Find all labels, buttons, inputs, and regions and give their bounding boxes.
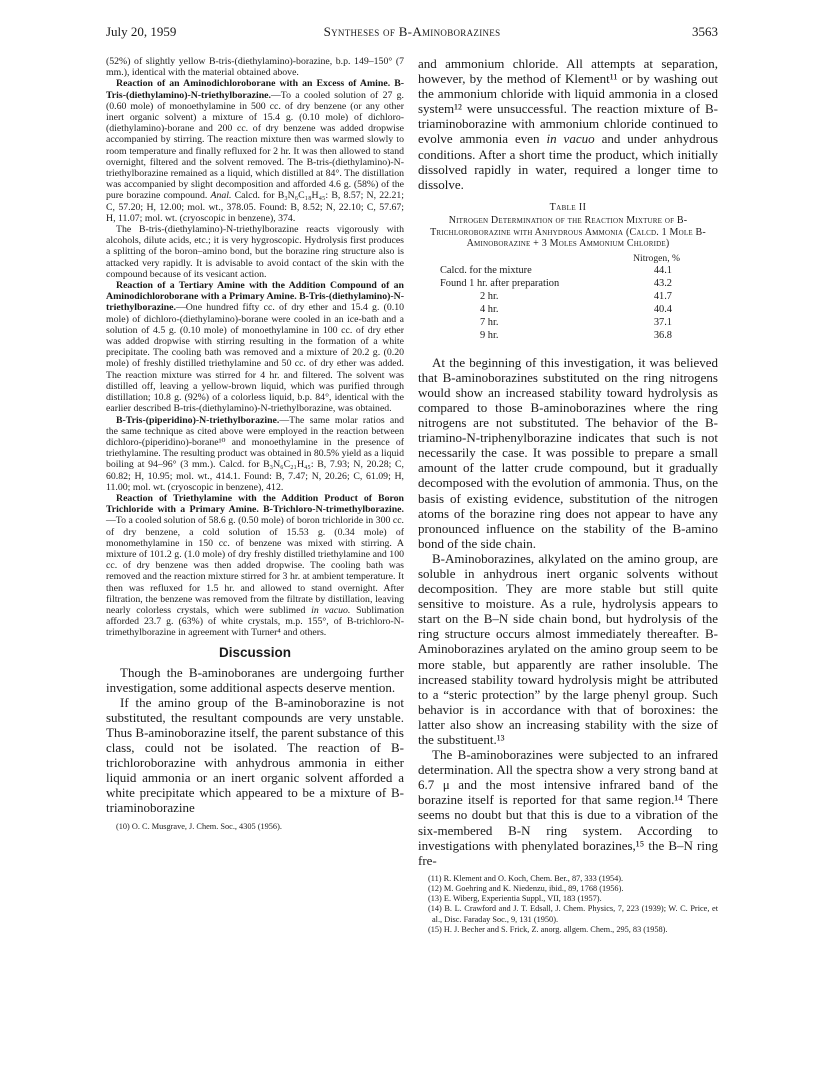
right-discussion-text [418, 355, 718, 868]
footnote-13: (13) E. Wiberg, Experientia Suppl., VII, 183 (1957). [428, 894, 602, 904]
table-cell-value: 37.1 [653, 316, 672, 328]
reaction-1-anal-label: Anal. [210, 190, 232, 202]
footnote-10: (10) O. C. Musgrave, J. Chem. Soc., 4305 (1956). [116, 821, 282, 831]
page-header [106, 20, 718, 42]
reaction-1-text: —To a cooled solution of 27 g. (0.60 mole) of monoethylamine in 500 cc. of dry benzene (or any other inert organic solvent) a mixture of 15.4 g. (0.10 mole) of dichloro-(diethylamino)-borane and 200 cc. of dry benzene was added dropwise accompanied by stirring. The reaction mixture then was warmed slowly to room temperature and finally refluxed for 2 hr. It was then allowed to stand overnight, filtered and the solvent removed. The B-tris-(diethylamino)-N-triethylborazine remained as a liquid, which distilled at 84°. The distillation was accompanied by slight decomposition and afforded 4.6 g. (58%) of the pure borazine compound. [106, 89, 404, 202]
table-cell-value: 36.8 [653, 329, 672, 341]
reaction-4-text-a: —To a cooled solution of 58.6 g. (0.50 mole) of boron trichloride in 300 cc. of dry benzene, a cold solution of 15.53 g. (0.34 mole) of monomethylamine in 150 cc. of benzene was mixed with stirring. A mixture of 101.2 g. (1.0 mole) of dry freshly distilled triethylamine and 100 cc. of dry benzene was then added dropwise. The cooling bath was removed and the reaction mixture stirred for 3 hr. at ambient temperature. It then was refluxed for 1.5 hr. and allowed to stand overnight. After filtration, the benzene was removed from the filtrate by distillation, leaving nearly colorless crystals, which were sublimed [106, 515, 404, 616]
footnotes-right [418, 874, 718, 935]
reaction-4-text-b: Sublimation afforded 23.7 g. (63%) of white crystals, m.p. 155°, of B-trichloro-N-trimethylborazine in agreement with Turner⁴ and others. [106, 604, 405, 639]
table-row [418, 278, 718, 291]
reaction-4-compound: B-Trichloro-N-trimethylborazine. [263, 504, 404, 516]
footnote-14: (14) B. L. Crawford and J. T. Edsall, J. Chem. Physics, 7, 223 (1939); W. C. Price, et al., Disc. Faraday Soc., 9, 131 (1950). [428, 904, 718, 924]
continued-paragraph [418, 56, 718, 192]
reaction-1-analysis: Calcd. for B₃N₆C₁₈H₄₅: B, 8.57; N, 22.21; C, 57.20; H, 12.00; mol. wt., 378.05. Found: B, 8.52; N, 22.10; C, 57.67; H, 11.07; mol. wt. (cryoscopic in benzene), 374. [106, 190, 405, 224]
continued-text [418, 56, 718, 192]
footnote-15: (15) H. J. Becher and S. Frick, Z. anorg. allgem. Chem., 295, 83 (1958). [428, 924, 668, 934]
beginning-paragraph: At the beginning of this investigation, it was believed that B-aminoborazines substituted on the ring nitrogens would show an increased stability toward hydrolysis as compared to those B-aminoborazines where the ring nitrogens are not substituted. The behavior of the B-triamino-N-triphenylborazine indicates that such is not necessarily the case. It was possible to prepare a small amount of the latter crude compound, but it gradually decomposed with the evolution of ammonia. Thus, on the basis of existing evidence, substitution of the nitrogen atoms of the borazine ring does not appear to have any pronounced influence on the stability of the B-amino bond of the side chain. [418, 354, 718, 551]
alkylated-paragraph: B-Aminoborazines, alkylated on the amino group, are soluble in anhydrous inert organic solvents without decomposition. They are more stable but still quite sensitive to moisture. As a rule, hydrolysis appears to start on the B–N side chain bond, but hydrolysis of the ring structure occurs almost immediately thereafter. B-Aminoborazines arylated on the amino group seem to be more stable, but apparently are rather insoluble. The increased stability toward hydrolysis might be attributed to a “steric protection” by the large phenyl group. Such behavior is in accordance with that of boroxines: the latter also show an increasing stability with the size of the substituent.¹³ [418, 550, 718, 748]
table-header-row [418, 253, 718, 265]
header-running-title: Syntheses of B-Aminoborazines [323, 24, 501, 39]
table-cell-condition: 2 hr. [480, 291, 499, 303]
reaction-3-text: —The same molar ratios and the same technique as cited above were employed in the reaction between dichloro-(piperidino)-borane¹⁰ and monoethylamine in the presence of triethylamine. The resulting product was obtained in 80.5% yield as a liquid boiling at 94–96° (3 mm.). Calcd. for B₃N₆C₂₁H₄₅: B, 7.93; N, 20.28; C, 60.82; H, 10.95; mol. wt., 414.1. Found: B, 7.47; N, 20.26; C, 61.09; H, 11.00; mol. wt. (cryoscopic in benzene), 412. [106, 414, 404, 493]
reaction-1-paragraph [106, 78, 404, 224]
reaction-2-paragraph [106, 280, 404, 414]
discussion-text [106, 665, 404, 816]
reaction-4-heading: Reaction of Triethylamine with the Addition Product of Boron Trichloride with a Primary Amine. [106, 492, 404, 516]
header-page-number: 3563 [692, 24, 718, 39]
table-row [418, 265, 718, 278]
table-cell-condition: 7 hr. [480, 316, 499, 328]
header-date: July 20, 1959 [106, 24, 177, 39]
nitrogen-table [418, 253, 718, 342]
table-cell-value: 44.1 [653, 265, 672, 277]
continued-in-vacuo: in vacuo [546, 131, 595, 147]
table-cell-value: 40.4 [653, 303, 672, 315]
reaction-2-heading: Reaction of a Tertiary Amine with the Addition Compound of an Aminodichloroborane with a Primary Amine. [106, 280, 404, 303]
right-column [418, 56, 718, 935]
reaction-1-compound: B-Tris-(diethylamino)-N-triethylborazine. [106, 78, 404, 101]
reaction-3-compound: B-Tris-(piperidino)-N-triethylborazine. [116, 414, 280, 426]
reaction-3-paragraph [106, 415, 404, 493]
reaction-2-compound: B-Tris-(diethylamino)-N-triethylborazine. [106, 291, 404, 314]
experimental-section [106, 56, 404, 639]
discussion-paragraph-1: Though the B-aminoboranes are undergoing further investigation, some additional aspects deserve mention. [106, 664, 404, 695]
reaction-2-text: —One hundred fifty cc. of dry ether and 15.4 g. (0.10 mole) of dichloro-(diethylamino)-borane were cooled in an ice-bath and a solution of 4.5 g. (0.10 mole) of monoethylamine in 100 cc. of dry ether was added dropwise with stirring resulting in the formation of a white precipitate. The cooling bath was removed and a mixture of 20.2 g. (0.20 mole) of freshly distilled triethylamine and 50 cc. of dry ether was added. The reaction mixture was stirred for 4 hr. and filtered. The solvent was distilled off, leaving a yellow-brown liquid, which was purified through distillation; 10.8 g. (92%) of a colorless liquid, b.p. 84°, identical with the earlier described B-tris-(diethylamino)-N-triethylborazine, was obtained. [106, 302, 404, 415]
table-caption: Nitrogen Determination of the Reaction Mixture of B-Trichloroborazine with Anhydrous Ammonia (Calcd. 1 Mole B-Aminoborazine + 3 Moles Ammonium Chloride) [430, 214, 706, 250]
infrared-paragraph: The B-aminoborazines were subjected to an infrared determination. All the spectra show a very strong band at 6.7 μ and the most intensive infrared band of the borazine itself is reported for that same region.¹⁴ There seems no doubt but that this is due to a vibration of the six-membered B-N ring system. According to investigations with phenylated borazines,¹⁵ the B–N ring fre- [418, 747, 718, 868]
table-column-header: Nitrogen, % [633, 253, 680, 265]
table-row [418, 291, 718, 304]
continued-text-a: and ammonium chloride. All attempts at separation, however, by the method of Klement¹¹ or by washing out the ammonium chloride with liquid ammonia in a closed system¹² were unsuccessful. The reaction mixture of B-triaminoborazine with ammonium chloride continued to evolve ammonia even [418, 56, 718, 147]
table-cell-value: 43.2 [653, 278, 672, 290]
table-cell-condition: Found 1 hr. after preparation [440, 278, 560, 290]
left-column [106, 56, 404, 832]
continued-text-b: and under anhydrous conditions. After a short time the product, which initially dissolved rapidly in water, required a longer time to dissolve. [418, 131, 719, 192]
footnote-11: (11) R. Klement and O. Koch, Chem. Ber., 87, 333 (1954). [428, 873, 624, 883]
table-cell-value: 41.7 [653, 291, 672, 303]
discussion-paragraph-2: If the amino group of the B-aminoborazine is not substituted, the resultant compounds are very unstable. Thus B-aminoborazine itself, the parent substance of this class, could not be isolated. The reaction of B-trichloroborazine with anhydrous ammonia in either liquid ammonia or an inert organic solvent afforded a white precipitate which appeared to be a mixture of B-triaminoborazine [106, 694, 404, 816]
reactivity-paragraph: The B-tris-(diethylamino)-N-triethylborazine reacts vigorously with alcohols, dilute acids, etc.; it is very hygroscopic. Hydrolysis first produces a splitting of the boron–amino bond, but the borazine ring structure also is attacked very rapidly. It is advisable to avoid contact of the skin with the compound because of its vesicant action. [106, 224, 404, 280]
footnotes-left [106, 822, 404, 832]
intro-paragraph: (52%) of slightly yellow B-tris-(diethylamino)-borazine, b.p. 149–150° (7 mm.), identical with the material obtained above. [106, 56, 404, 79]
discussion-heading: Discussion [218, 644, 292, 660]
reaction-1-heading: Reaction of an Aminodichloroborane with an Excess of Amine. [116, 78, 391, 90]
table-label: Table II [549, 201, 587, 213]
table-cell-condition: Calcd. for the mixture [440, 265, 532, 277]
reaction-4-in-vacuo: in vacuo. [311, 604, 351, 616]
reaction-4-paragraph [106, 493, 404, 639]
table-cell-condition: 4 hr. [480, 303, 499, 315]
footnote-12: (12) M. Goehring and K. Niedenzu, ibid., 89, 1768 (1956). [428, 884, 624, 894]
table-row [418, 317, 718, 330]
table-cell-condition: 9 hr. [480, 329, 499, 341]
table-row [418, 330, 718, 343]
table-row [418, 304, 718, 317]
